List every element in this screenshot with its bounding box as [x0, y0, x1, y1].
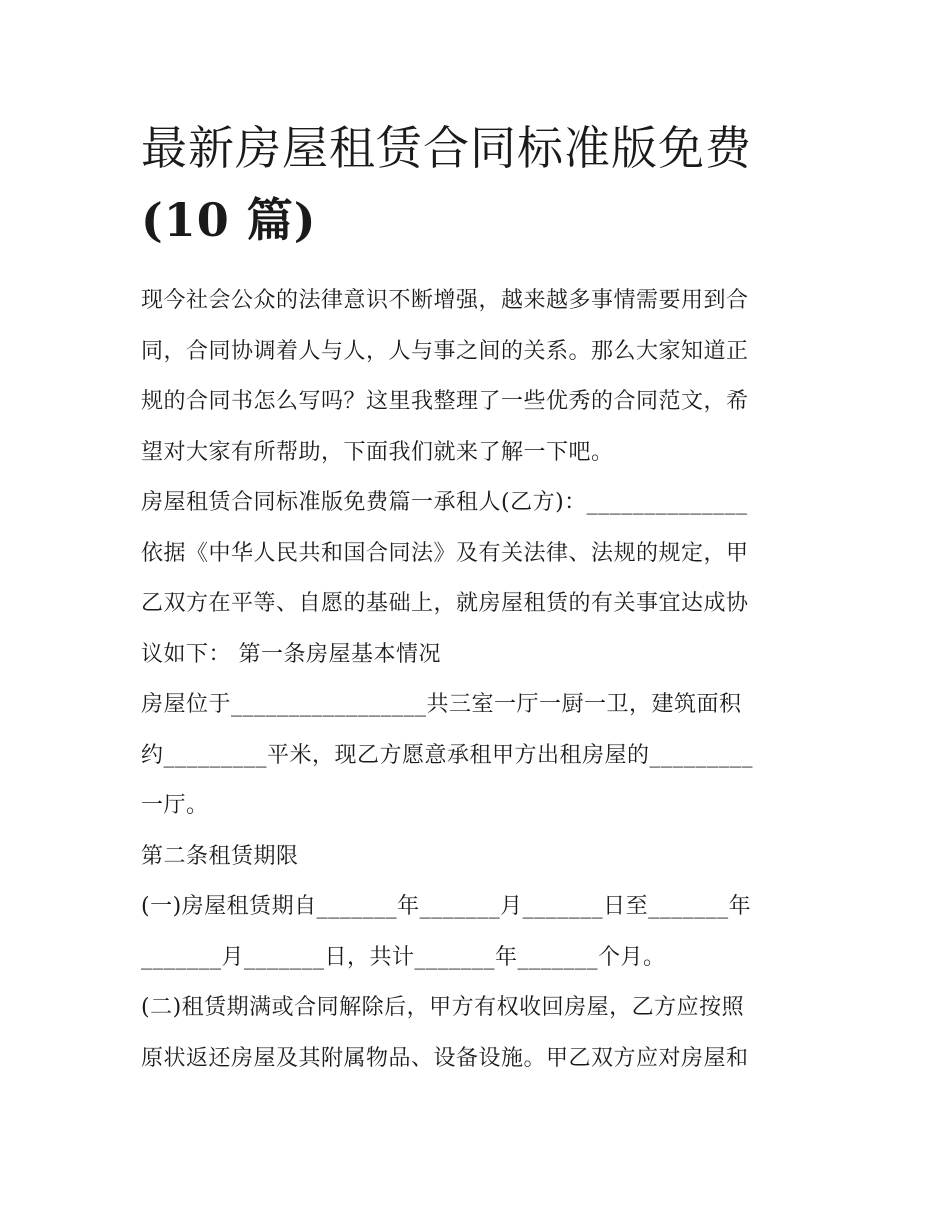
body-line: 依据《中华人民共和国合同法》及有关法律、法规的规定，甲 [141, 540, 749, 566]
document-body [141, 276, 821, 1084]
body-line: 约_________平米，现乙方愿意承租甲方出租房屋的_________ [141, 742, 754, 768]
body-line: 议如下： 第一条房屋基本情况 [141, 641, 441, 667]
body-line: 第二条租赁期限 [141, 843, 299, 869]
title-line-2: (10 篇) [141, 193, 317, 247]
body-line: (一)房屋租赁期自_______年_______月_______日至_______年 [141, 894, 752, 919]
body-line: 规的合同书怎么写吗？这里我整理了一些优秀的合同范文，希 [141, 389, 749, 414]
body-line: 望对大家有所帮助，下面我们就来了解一下吧。 [141, 439, 614, 465]
title-line-1: 最新房屋租赁合同标准版免费 [141, 121, 752, 175]
body-line: 同，合同协调着人与人，人与事之间的关系。那么大家知道正 [141, 338, 749, 364]
body-line: 一厅。 [141, 793, 209, 818]
body-line: 现今社会公众的法律意识不断增强，越来越多事情需要用到合 [141, 288, 749, 313]
body-line: 房屋租赁合同标准版免费篇一承租人(乙方)：______________ [141, 490, 748, 515]
document-title [141, 112, 821, 256]
body-line: 房屋位于_________________共三室一厅一厨一卫，建筑面积 [141, 692, 742, 717]
body-line: 原状返还房屋及其附属物品、设备设施。甲乙双方应对房屋和 [141, 1045, 749, 1071]
body-line: _______月_______日，共计_______年_______个月。 [141, 944, 666, 970]
body-line: 乙双方在平等、自愿的基础上，就房屋租赁的有关事宜达成协 [141, 591, 749, 616]
body-line: (二)租赁期满或合同解除后，甲方有权收回房屋，乙方应按照 [141, 995, 745, 1020]
document-page [141, 112, 821, 1084]
